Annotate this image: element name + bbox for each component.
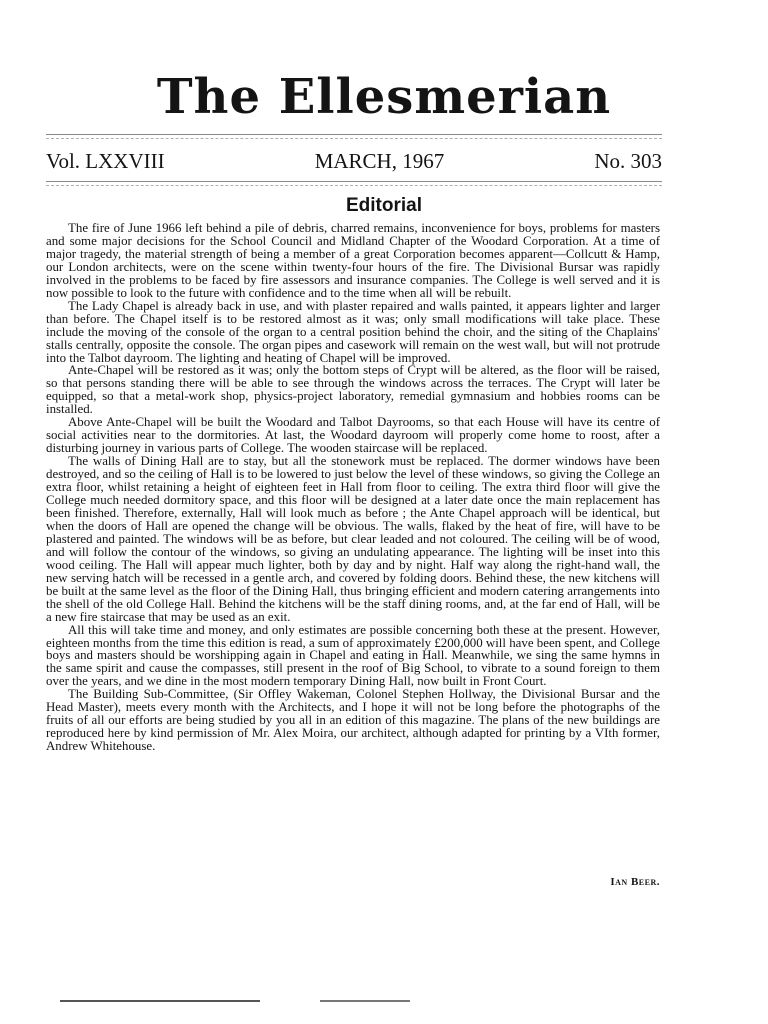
article-paragraph: Ante-Chapel will be restored as it was; only the bottom steps of Crypt will be altered, as the floor will be raised, so that persons standing there will be able to see through the windows across the terraces. The Crypt will later be equipped, so that a metal-work shop, physics-project laboratory, remedial gymnasium and hobbies rooms can be installed. [46,363,660,417]
scan-artifact [60,1000,260,1002]
editorial-article [46,222,660,753]
section-title: Editorial [345,195,422,216]
article-paragraph: The fire of June 1966 left behind a pile of debris, charred remains, inconvenience for boys, problems for masters and some major decisions for the School Council and Midland Chapter of the Woodard Corporation. At a time of major tragedy, the material strength of being a member of a great Corporation becomes apparent—Collcutt & Hamp, our London architects, were on the scene within twenty-four hours of the fire. The Divisional Bursar was rapidly involved in the problems to be faced by fire assessors and insurance companies. The College is well served and it is now possible to look to the future with confidence and to the time when all will be rebuilt. [46,221,660,300]
article-paragraph: The walls of Dining Hall are to stay, but all the stonework must be replaced. The dormer windows have been destroyed, and so the ceiling of Hall is to be lowered to just below the level of these windows, so giving the College an extra floor, whilst retaining a height of eighteen feet in Hall from floor to ceiling. The extra third floor will give the College much needed dormitory space, and this floor will be designed at a later date once the main replacement has been finished. Therefore, externally, Hall will look much as before ; the Ante Chapel approach will be identical, but when the doors of Hall are opened the change will be obvious. The walls, flaked by the heat of fire, will have to be plastered and painted. The windows will be as before, but clear leaded and not coloured. The ceiling will be of wood, and will follow the contour of the windows, so giving an undulating appearance. The lighting will be inset into this wood ceiling. The Hall will appear much lighter, both by day and by night. Half way along the right-hand wall, the new serving hatch will be recessed in a gentle arch, and covered by folding doors. Behind these, the new kitchens will be built at the same level as the floor of the Dining Hall, thus bringing efficient and modern catering arrangements into the shell of the old College Hall. Behind the kitchens will be the staff dining rooms, and, at the far end of Hall, will be a new fire staircase that may be used as an exit. [46,454,660,624]
author-signature: Ian Beer. [610,876,660,888]
article-paragraph: The Lady Chapel is already back in use, and with plaster repaired and walls painted, it appears lighter and larger than before. The Chapel itself is to be restored almost as it was; only small modifications will take place. These include the moving of the console of the organ to a central position behind the choir, and the siting of the Chaplains' stalls centrally, opposite the console. The organ pipes and casework will remain on the west wall, but will not protrude into the Talbot dayroom. The lighting and heating of Chapel will be improved. [46,298,660,365]
issue-date: MARCH, 1967 [314,149,445,173]
article-paragraph: Above Ante-Chapel will be built the Woodard and Talbot Dayrooms, so that each House will have its centre of social activities near to the dormitories. At last, the Woodard dayroom will properly come home to roost, after a disturbing journey in various parts of College. The wooden staircase will be replaced. [46,415,660,456]
issue-rule-dashed [46,185,662,186]
issue-rule [46,181,662,182]
scan-artifact [320,1000,410,1002]
issue-number: No. 303 [594,149,662,173]
magazine-masthead: The Ellesmerian [156,69,612,125]
volume-number: Vol. LXXVIII [46,149,165,173]
article-paragraph: All this will take time and money, and only estimates are possible concerning both these at the present. However, eighteen months from the time this edition is read, a sum of approximately £200,000 will have been spent, and College boys and masters should be worshipping again in Chapel and eating in Hall. Meanwhile, we sing the same hymns in the same spirit and cause the compasses, still present in the roof of Big School, to vibrate to a sound foreign to them over the years, and we dine in the most modern temporary Dining Hall, now built in Front Court. [46,622,660,689]
issue-line [46,147,662,175]
masthead-rule-dashed [46,138,662,139]
article-paragraph: The Building Sub-Committee, (Sir Offley Wakeman, Colonel Stephen Hollway, the Divisional Bursar and the Head Master), meets every month with the Architects, and I hope it will not be long before the photographs of the fruits of all our efforts are being studied by you all in an edition of this magazine. The plans of the new buildings are reproduced here by kind permission of Mr. Alex Moira, our architect, although adapted for printing by a VIth former, Andrew Whitehouse. [46,687,660,754]
masthead-rule [46,134,662,135]
